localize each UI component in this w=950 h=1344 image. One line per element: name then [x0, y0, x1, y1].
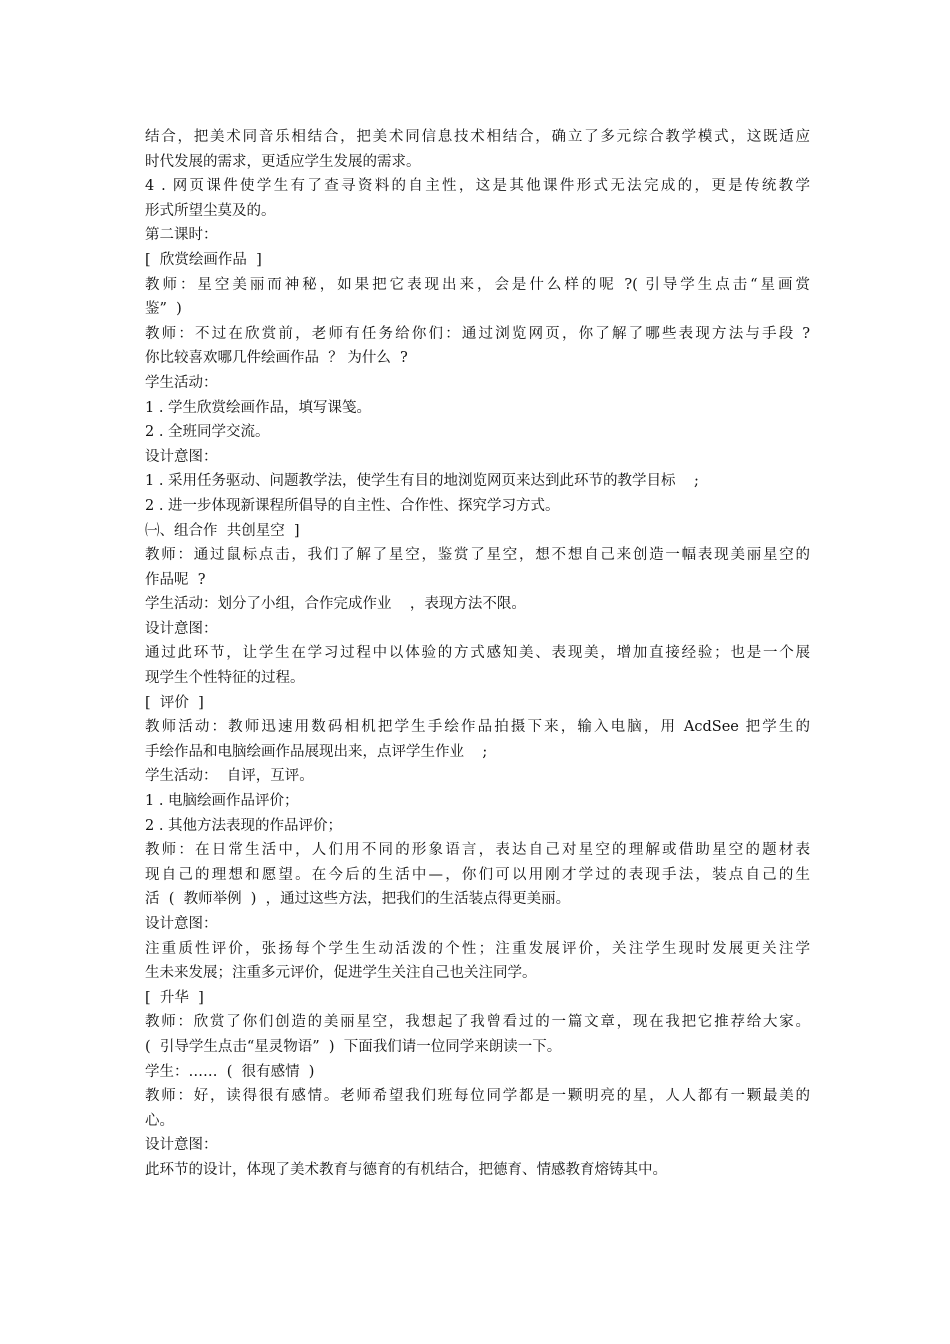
text-line: 结合，把美术同音乐相结合，把美术同信息技术相结合，确立了多元综合教学模式，这既适应 — [145, 129, 810, 145]
text-line: 设计意图： — [145, 620, 218, 637]
text-line: 心。 — [145, 1112, 174, 1129]
text-line: [ 欣赏绘画作品 ] — [145, 251, 262, 268]
text-line: 学生活动： 自评，互评。 — [145, 768, 314, 785]
text-line: 教师：好，读得很有感情。老师希望我们班每位同学都是一颗明亮的星，人人都有一颗最美的 — [145, 1088, 810, 1105]
text-line: 通过此环节，让学生在学习过程中以体验的方式感知美、表现美，增加直接经验；也是一个展 — [145, 645, 810, 662]
text-line: 设计意图： — [145, 448, 218, 465]
text-line: 鉴” ) — [145, 301, 182, 318]
text-line: 第二课时： — [145, 227, 218, 244]
text-line: 活 ( 教师举例 ) ，通过这些方法，把我们的生活装点得更美丽。 — [145, 891, 571, 908]
text-line: 教师：不过在欣赏前，老师有任务给你们：通过浏览网页，你了解了哪些表现方法与手段 ? — [145, 325, 810, 342]
text-line: 教师活动：教师迅速用数码相机把学生手绘作品拍摄下来，输入电脑，用 AcdSee 把学生的 — [145, 719, 810, 736]
text-line: 形式所望尘莫及的。 — [145, 202, 276, 219]
text-line: 设计意图： — [145, 1137, 218, 1154]
text-line: 手绘作品和电脑绘画作品展现出来，点评学生作业 ; — [145, 743, 488, 760]
text-line: 2 . 全班同学交流。 — [145, 424, 270, 441]
text-line: 生未来发展；注重多元评价，促进学生关注自己也关注同学。 — [145, 965, 537, 982]
text-line: 1 . 采用任务驱动、问题教学法，使学生有目的地浏览网页来达到此环节的教学目标 ; — [145, 473, 699, 490]
text-line: 1 . 学生欣赏绘画作品，填写课笺。 — [145, 399, 372, 416]
text-line: 现学生个性特征的过程。 — [145, 670, 305, 687]
text-line: 1 . 电脑绘画作品评价； — [145, 793, 299, 810]
text-line: 2 . 其他方法表现的作品评价； — [145, 817, 343, 834]
text-line: [ 升华 ] — [145, 989, 204, 1006]
text-line: 教师：欣赏了你们创造的美丽星空，我想起了我曾看过的一篇文章，现在我把它推荐给大家。 — [145, 1014, 810, 1031]
text-line: 作品呢 ? — [145, 571, 206, 588]
text-line: 4 . 网页课件使学生有了查寻资料的自主性，这是其他课件形式无法完成的，更是传统教学 — [145, 178, 810, 195]
text-line: 教师：在日常生活中，人们用不同的形象语言，表达自己对星空的理解或借助星空的题材表 — [145, 842, 810, 859]
text-line: 现自己的理想和愿望。在今后的生活中—，你们可以用刚才学过的表现手法，装点自己的生 — [145, 866, 810, 883]
text-line: 学生活动：划分了小组，合作完成作业 ，表现方法不限。 — [145, 596, 526, 613]
text-line: 教师：星空美丽而神秘，如果把它表现出来，会是什么样的呢 ?( 引导学生点击“星画赏 — [145, 276, 810, 293]
text-line: [ 评价 ] — [145, 694, 204, 711]
text-line: 你比较喜欢哪几件绘画作品 ？ 为什么 ? — [145, 350, 408, 367]
text-line: ㈠、组合作 共创星空 ] — [145, 522, 300, 539]
text-line: 学生：…… ( 很有感情 ) — [145, 1063, 315, 1080]
text-line: 2 . 进一步体现新课程所倡导的自主性、合作性、探究学习方式。 — [145, 497, 560, 514]
document-page — [145, 125, 810, 1183]
text-line: 此环节的设计，体现了美术教育与德育的有机结合，把德育、情感教育熔铸其中。 — [145, 1161, 667, 1178]
text-line: 注重质性评价，张扬每个学生生动活泼的个性；注重发展评价，关注学生现时发展更关注学 — [145, 940, 810, 957]
text-line: 学生活动： — [145, 374, 218, 391]
text-line: 时代发展的需求，更适应学生发展的需求。 — [145, 153, 421, 170]
text-line: 教师：通过鼠标点击，我们了解了星空，鉴赏了星空，想不想自己来创造一幅表现美丽星空的 — [145, 547, 810, 564]
text-line: 设计意图： — [145, 916, 218, 932]
text-line: ( 引导学生点击“星灵物语” ) 下面我们请一位同学来朗读一下。 — [145, 1038, 562, 1055]
